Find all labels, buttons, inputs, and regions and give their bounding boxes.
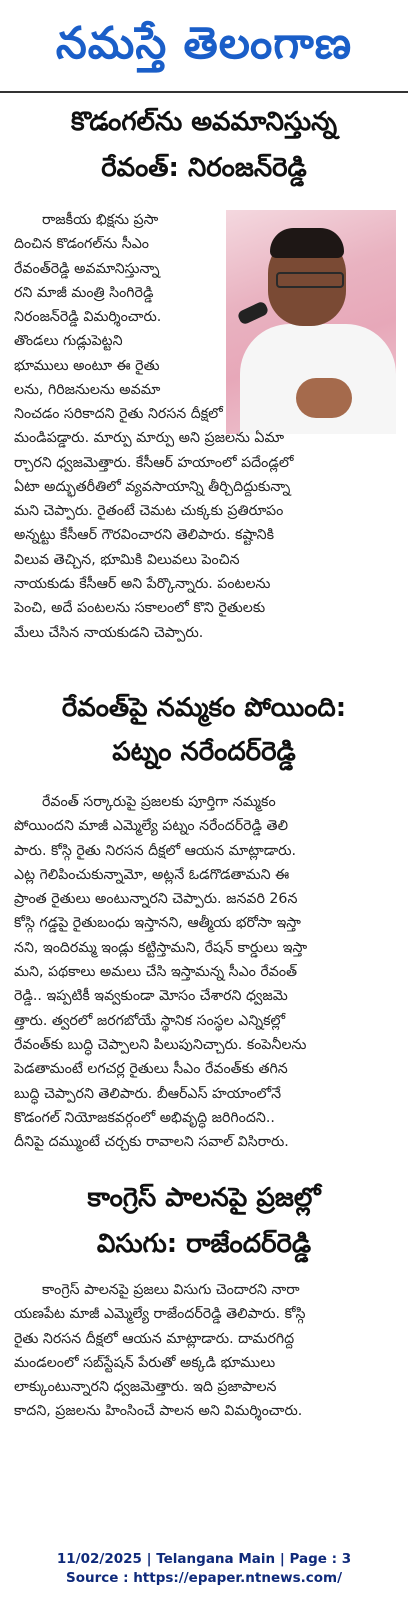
article-1-text-line: రేవంత్‌రెడ్డి అవమానిస్తున్నా — [14, 260, 160, 277]
article-1-text-line: లను, గిరిజనులను అవమా — [14, 382, 161, 399]
article-2-headline-line-1: రేవంత్‌పై నమ్మకం పోయింది: — [61, 693, 347, 723]
article-1-text-line: రని మాజీ మంత్రి సింగిరెడ్డి — [14, 284, 154, 301]
article-1-headline-line-2: రేవంత్‌: నిరంజన్‌రెడ్డి — [101, 153, 307, 183]
article-3-text-line: మండలంలో సబ్‌స్టేషన్‌ పేరుతో అక్కడి భూములు — [14, 1354, 276, 1371]
article-1-text-line: తొండలు గుడ్లుపెట్టని — [14, 333, 123, 350]
article-2-text-line: పెడతామంటే లగచర్ల రైతులు సీఎం రేవంత్‌కు తగిన — [14, 1061, 288, 1078]
masthead-divider — [0, 91, 408, 93]
article-1-text-line: నిరంజన్‌రెడ్డి విమర్శించారు. — [14, 309, 162, 326]
article-2-text-line: పారు. కోస్గి రైతు నిరసన దీక్షలో ఆయన మాట్లాడారు. — [14, 842, 297, 859]
article-2-text-line: పోయిందని మాజీ ఎమ్మెల్యే పట్నం నరేందర్‌రెడ్డి తెలి — [14, 818, 288, 835]
article-1-text-line: రాజకీయ భిక్షను ప్రసా — [42, 212, 159, 228]
article-3-headline-line-1: కాంగ్రెస్‌ పాలనపై ప్రజల్లో — [87, 1183, 321, 1213]
article-3-text-line: రైతు నిరసన దీక్షలో ఆయన మాట్లాడారు. దామరగిద్ద — [14, 1330, 295, 1347]
article-1-body-wrap — [14, 208, 222, 402]
article-2-text-line: దీనిపై దమ్ముంటే చర్చకు రావాలని సవాల్‌ విసిరారు. — [14, 1134, 289, 1151]
article-3-text-line: లాక్కుంటున్నారని ధ్వజమెత్తారు. ఇది ప్రజాపాలన — [14, 1379, 277, 1396]
article-3-text-line: కాంగ్రెస్‌ పాలనపై ప్రజలు విసుగు చెందారని నారా — [42, 1282, 300, 1298]
article-1-text-line: దించిన కొడంగల్‌ను సీఎం — [14, 236, 150, 253]
article-3-text-line: యణపేట మాజీ ఎమ్మెల్యే రాజేందర్‌రెడ్డి తెలిపారు. కోస్గి — [14, 1306, 306, 1323]
article-1-text-line: భూములు అంటూ ఈ రైతు — [14, 357, 160, 374]
article-1-headline-line-1: కొడంగల్‌ను అవమానిస్తున్న — [70, 107, 338, 137]
article-1-text-line: ఏటా అద్భుతరీతిలో వ్యవసాయాన్ని తీర్చిదిద్దుకున్నా — [14, 478, 291, 495]
article-2-text-line: మని, పథకాలు అమలు చేసి ఇస్తామన్న సీఎం రేవంత్‌ — [14, 964, 298, 981]
masthead — [0, 0, 408, 92]
article-3-headline-line-2: విసుగు: రాజేందర్‌రెడ్డి — [96, 1229, 312, 1259]
article-2-text-line: ఎట్ల గెలిపించుకున్నామో, అట్లనే ఓడగొడతామని ఈ — [14, 866, 290, 883]
article-2-text-line: బుద్ధి చెప్పారని తెలిపారు. బీఆర్‌ఎస్‌ హయాంలోనే — [14, 1085, 282, 1102]
article-2-text-line: నని, ఇందిరమ్మ ఇండ్లు కట్టిస్తామని, రేషన్‌ కార్డులు ఇస్తా — [14, 939, 308, 956]
article-1-text-line: అన్నట్టు కేసీఆర్‌ గౌరవించారని తెలిపారు. కష్టానికి — [14, 527, 274, 544]
article-2-headline-line-2: పట్నం నరేందర్‌రెడ్డి — [112, 737, 296, 767]
article-1-body — [14, 402, 394, 645]
article-2-text-line: కోస్గి గడ్డపై రైతుబంధు ఇస్తానని, ఆత్మీయ భరోసా ఇస్తా — [14, 915, 301, 932]
article-1-text-line: పెంచి, అదే పంటలను సకాలంలో కొని రైతులకు — [14, 600, 266, 617]
article-1-text-line: మండిపడ్డారు. మార్పు మార్పు అని ప్రజలను ఏమా — [14, 430, 285, 447]
article-1-photo — [226, 210, 396, 434]
article-1-text-line: విలువ తెచ్చిన, భూమికి విలువలు పెంచిన — [14, 551, 240, 568]
newspaper-logo: నమస్తే తెలంగాణ — [55, 18, 353, 69]
article-2-text-line: కొడంగల్‌ నియోజకవర్గంలో అభివృద్ధి జరిగిందని.. — [14, 1109, 275, 1126]
footer-source-line: Source : https://epaper.ntnews.com/ — [65, 1570, 343, 1586]
article-3-body — [14, 1278, 394, 1424]
article-2-text-line: రేవంత్‌కు బుద్ధి చెప్పాలని పిలుపునిచ్చారు. కంపెనీలను — [14, 1036, 307, 1053]
article-2-text-line: రేవంత్‌ సర్కారుపై ప్రజలకు పూర్తిగా నమ్మకం — [42, 794, 276, 810]
article-2-text-line: రెడ్డి.. ఇప్పటికీ ఇవ్వకుండా మోసం చేశారని ధ్వజమె — [14, 988, 288, 1005]
article-3-text-line: కాదని, ప్రజలను హింసించే పాలన అని విమర్శించారు. — [14, 1403, 303, 1420]
article-1-text-line: నాయకుడు కేసీఆర్‌ అని పేర్కొన్నారు. పంటలను — [14, 576, 271, 593]
article-1-text-line: మేలు చేసిన నాయకుడని చెప్పారు. — [14, 624, 204, 641]
article-2-text-line: ప్రాంత రైతులు అంటున్నారని చెప్పారు. జనవరి 26న — [14, 891, 298, 908]
article-1-text-line: ర్చారని ధ్వజమెత్తారు. కేసీఆర్‌ హయాంలో పదేండ్లలో — [14, 454, 294, 471]
article-2-body — [14, 790, 394, 1154]
article-1-text-line: నించడం సరికాదని రైతు నిరసన దీక్షలో — [14, 406, 223, 422]
footer-date-line: 11/02/2025 | Telangana Main | Page : 3 — [56, 1551, 352, 1567]
article-2-text-line: త్తారు. త్వరలో జరగబోయే స్థానిక సంస్థల ఎన్నికల్లో — [14, 1012, 286, 1029]
article-1-text-line: మని చెప్పారు. రైతంటే చెమట చుక్కకు ప్రతిరూపం — [14, 503, 284, 520]
